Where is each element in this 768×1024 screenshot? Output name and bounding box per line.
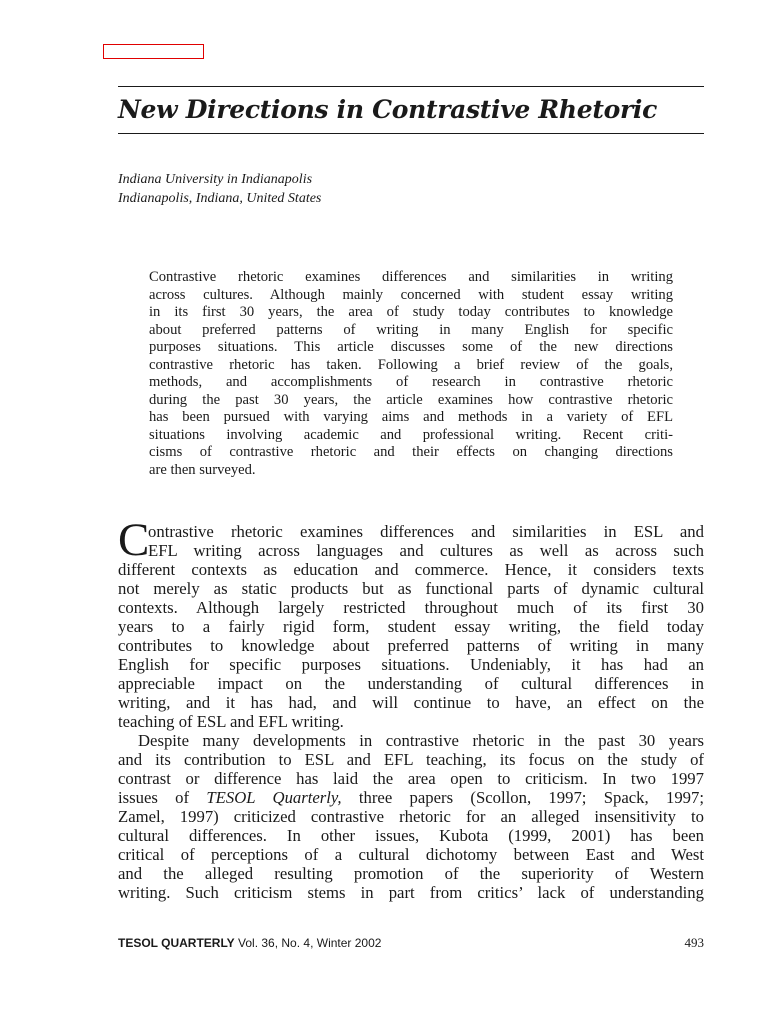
body-line: not merely as static products but as functional parts of dynamic cultural (118, 579, 704, 598)
body-line: Despite many developments in contrastive rhetoric in the past 30 years (138, 731, 704, 750)
body-line: EFL writing across languages and cultures as well as across such (148, 541, 704, 560)
abstract-line: cisms of contrastive rhetoric and their effects on changing directions (149, 444, 673, 460)
affiliation-location: Indianapolis, Indiana, United States (118, 191, 322, 206)
body-line: teaching of ESL and EFL writing. (118, 712, 344, 731)
body-text-run: three papers (Scollon, 1997; Spack, 1997; (341, 788, 704, 807)
affiliation-institution: Indiana University in Indianapolis (118, 172, 313, 187)
abstract-line: during the past 30 years, the article examines how contrastive rhetoric (149, 391, 673, 408)
abstract-line: contrastive rhetoric has taken. Following a brief review of the goals, (149, 356, 673, 373)
abstract-line: has been pursued with varying aims and methods in a variety of EFL (149, 409, 673, 425)
page-number: 493 (684, 935, 704, 950)
abstract-line: in its first 30 years, the area of study today contributes to knowledge (149, 304, 673, 320)
abstract-line: situations involving academic and professional writing. Recent criti- (149, 426, 673, 443)
footer-journal-name: TESOL QUARTERLY (118, 936, 235, 950)
body-line: Zamel, 1997) criticized contrastive rhetoric for an alleged insensitivity to (118, 807, 704, 826)
abstract (149, 269, 673, 479)
body-line: and the alleged resulting promotion of the superiority of Western (118, 864, 704, 883)
body-line: contexts. Although largely restricted throughout much of its first 30 (118, 598, 704, 617)
abstract-line: methods, and accomplishments of research in contrastive rhetoric (149, 374, 673, 390)
body-line: years to a fairly rigid form, student essay writing, the field today (118, 617, 704, 636)
body-line: appreciable impact on the understanding of cultural differences in (118, 674, 704, 693)
abstract-line: Contrastive rhetoric examines differences and similarities in writing (149, 269, 673, 285)
body-line: critical of perceptions of a cultural dichotomy between East and West (118, 845, 704, 864)
page-footer (118, 936, 381, 950)
title-bottom-rule (118, 133, 704, 134)
abstract-line: across cultures. Although mainly concerned with student essay writing (149, 286, 673, 303)
body-line: contrast or difference has laid the area open to criticism. In two 1997 (118, 769, 704, 788)
body-line: contributes to knowledge about preferred patterns of writing in many (118, 636, 704, 655)
body-line: English for specific purposes situations. Undeniably, it has had an (118, 655, 704, 674)
footer-citation: Vol. 36, No. 4, Winter 2002 (234, 936, 382, 950)
body-line: cultural differences. In other issues, Kubota (1999, 2001) has been (118, 826, 704, 845)
body-line: and its contribution to ESL and EFL teaching, its focus on the study of (118, 750, 704, 769)
body-line: ontrastive rhetoric examines differences and similarities in ESL and (148, 522, 704, 541)
body-line (118, 788, 704, 807)
abstract-line: are then surveyed. (149, 461, 256, 478)
body-line: writing. Such criticism stems in part from critics’ lack of understanding (118, 883, 704, 902)
body-text (118, 522, 704, 902)
abstract-line: purposes situations. This article discusses some of the new directions (149, 339, 673, 355)
article-title: New Directions in Contrastive Rhetoric (118, 95, 658, 124)
title-top-rule (118, 86, 704, 87)
author-name-redaction-box (103, 44, 204, 59)
drop-cap: C (118, 514, 150, 566)
body-text-run: issues of (118, 788, 207, 807)
body-line: different contexts as education and commerce. Hence, it considers texts (118, 560, 704, 579)
body-line: writing, and it has had, and will continue to have, an effect on the (118, 693, 704, 712)
journal-name: TESOL Quarterly, (206, 788, 342, 807)
abstract-line: about preferred patterns of writing in many English for specific (149, 321, 673, 338)
author-affiliation (118, 170, 321, 208)
